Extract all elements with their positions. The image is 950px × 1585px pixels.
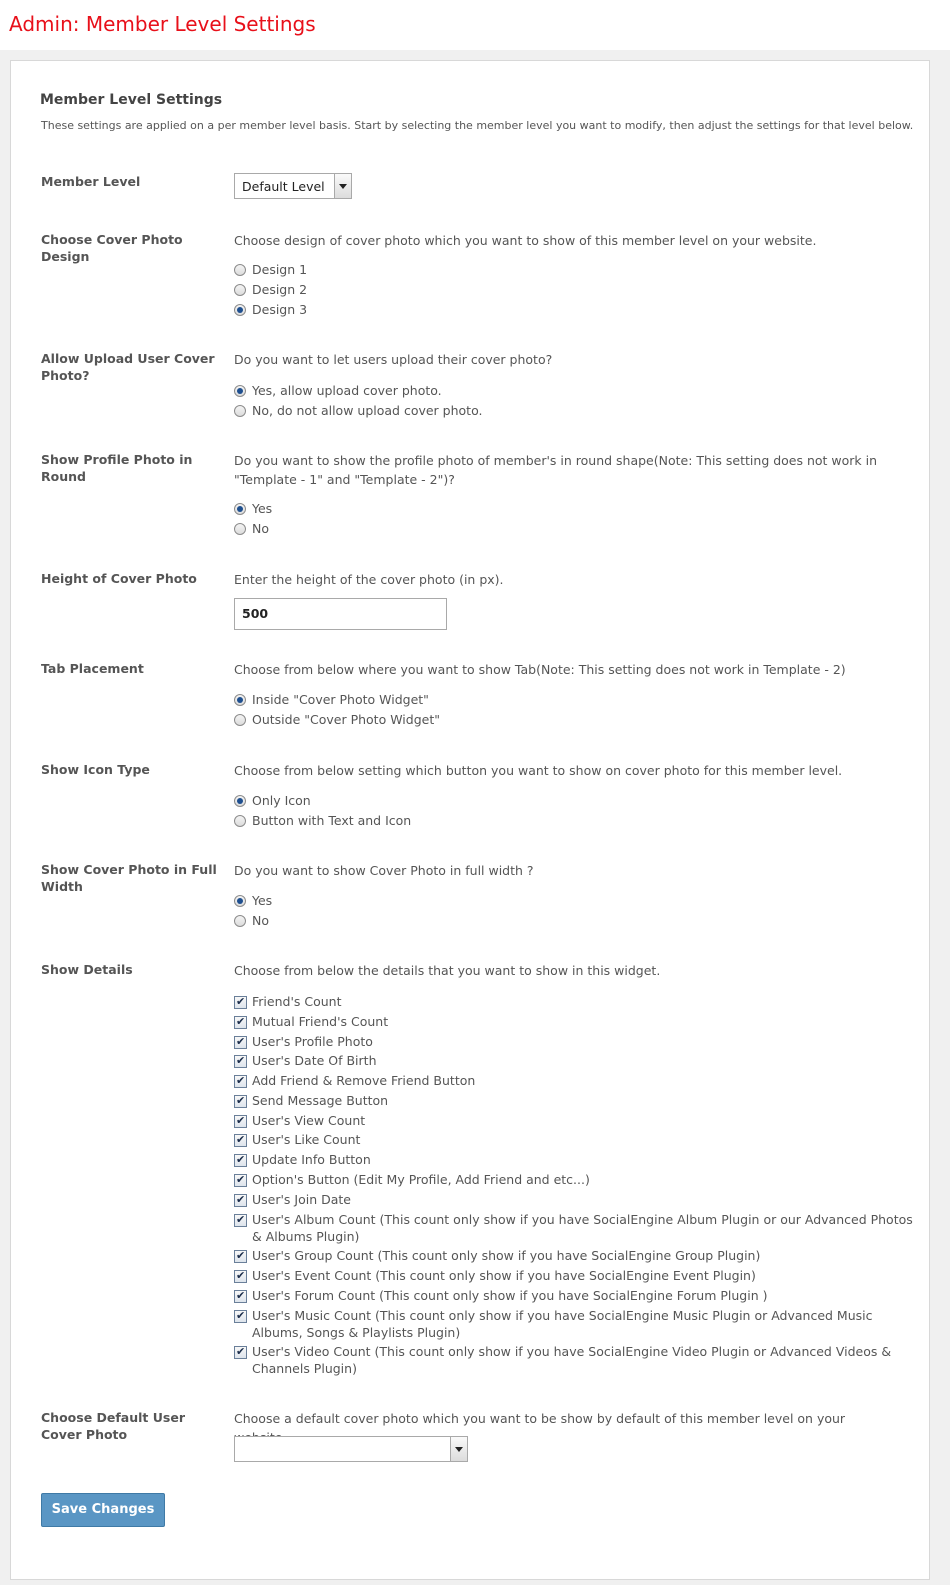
checkbox-checked-icon[interactable] [234,1075,247,1088]
radio-button-icon[interactable] [234,523,246,535]
radio-button-selected-icon[interactable] [234,385,246,397]
checkbox-update-info[interactable]: ✔ Update Info Button [234,1151,914,1168]
radio-button-icon[interactable] [234,284,246,296]
allow-upload-description: Do you want to let users upload their cover photo? [234,352,553,367]
checkbox-checked-icon[interactable] [234,1290,247,1303]
full-width-label: Show Cover Photo in Full Width [41,862,217,894]
checkbox-checked-icon[interactable] [234,1036,247,1049]
checkbox-video-count[interactable]: ✔ User's Video Count (This count only show if you have SocialEngine Video Plugin or Advanced Videos & Channels Plugin) [234,1343,914,1377]
radio-design-2[interactable]: Design 2 [234,281,914,298]
checkbox-like-count[interactable]: ✔ User's Like Count [234,1131,914,1148]
radio-button-selected-icon[interactable] [234,503,246,515]
radio-allow-upload-yes[interactable]: Yes, allow upload cover photo. [234,382,914,399]
form-title: Member Level Settings [40,92,223,108]
radio-button-text-icon[interactable]: Button with Text and Icon [234,812,914,829]
radio-full-width-yes[interactable]: Yes [234,892,914,909]
profile-round-description: Do you want to show the profile photo of member's in round shape(Note: This setting does not work in "Template - 1" and "Template - 2")? [234,453,878,487]
default-cover-label: Choose Default User Cover Photo [41,1410,185,1442]
checkbox-checked-icon[interactable] [234,1174,247,1187]
radio-button-selected-icon[interactable] [234,795,246,807]
cover-design-description: Choose design of cover photo which you want to show of this member level on your website. [234,233,817,248]
checkbox-mutual-friends-count[interactable]: ✔ Mutual Friend's Count [234,1013,914,1030]
allow-upload-label: Allow Upload User Cover Photo? [41,351,215,383]
checkbox-send-message[interactable]: ✔ Send Message Button [234,1092,914,1109]
settings-panel [10,60,930,1580]
radio-button-icon[interactable] [234,915,246,927]
checkbox-checked-icon[interactable] [234,1270,247,1283]
chevron-down-icon [334,174,351,198]
radio-button-selected-icon[interactable] [234,304,246,316]
checkbox-checked-icon[interactable] [234,1154,247,1167]
default-cover-select[interactable] [234,1436,468,1462]
show-details-label: Show Details [41,962,133,977]
checkbox-event-count[interactable]: ✔ User's Event Count (This count only show if you have SocialEngine Event Plugin) [234,1267,914,1284]
member-level-value: Default Level [242,179,325,194]
checkbox-checked-icon[interactable] [234,1250,247,1263]
checkbox-checked-icon[interactable] [234,996,247,1009]
icon-type-label: Show Icon Type [41,762,150,777]
checkbox-checked-icon[interactable] [234,1310,247,1323]
show-details-description: Choose from below the details that you want to show in this widget. [234,963,661,978]
icon-type-description: Choose from below setting which button you want to show on cover photo for this member level. [234,763,843,778]
radio-button-icon[interactable] [234,714,246,726]
checkbox-join-date[interactable]: ✔ User's Join Date [234,1191,914,1208]
radio-full-width-no[interactable]: No [234,912,914,929]
checkbox-options-button[interactable]: ✔ Option's Button (Edit My Profile, Add Friend and etc...) [234,1171,914,1188]
checkbox-profile-photo[interactable]: ✔ User's Profile Photo [234,1033,914,1050]
checkbox-checked-icon[interactable] [234,1214,247,1227]
radio-design-1[interactable]: Design 1 [234,261,914,278]
radio-profile-round-yes[interactable]: Yes [234,500,914,517]
member-level-select[interactable] [234,173,352,199]
save-changes-button[interactable]: Save Changes [41,1493,165,1527]
checkbox-music-count[interactable]: ✔ User's Music Count (This count only show if you have SocialEngine Music Plugin or Advanced Music Albums, Songs & Playlists Plugin) [234,1307,914,1341]
checkbox-view-count[interactable]: ✔ User's View Count [234,1112,914,1129]
checkbox-checked-icon[interactable] [234,1095,247,1108]
form-description: These settings are applied on a per member level basis. Start by selecting the member level you want to modify, then adjust the settings for that level below. [41,119,914,132]
page-title: Admin: Member Level Settings [9,12,316,36]
checkbox-checked-icon[interactable] [234,1346,247,1359]
radio-tab-inside[interactable]: Inside "Cover Photo Widget" [234,691,914,708]
top-bar [0,0,950,50]
cover-height-input[interactable]: 500 [234,598,447,630]
checkbox-date-of-birth[interactable]: ✔ User's Date Of Birth [234,1052,914,1069]
profile-round-label: Show Profile Photo in Round [41,452,193,484]
full-width-description: Do you want to show Cover Photo in full width ? [234,863,534,878]
cover-height-label: Height of Cover Photo [41,571,197,586]
cover-height-description: Enter the height of the cover photo (in px). [234,572,504,587]
radio-button-icon[interactable] [234,264,246,276]
radio-tab-outside[interactable]: Outside "Cover Photo Widget" [234,711,914,728]
radio-button-selected-icon[interactable] [234,895,246,907]
radio-button-icon[interactable] [234,815,246,827]
default-cover-description: Choose a default cover photo which you want to be show by default of this member level on your [234,1411,846,1426]
radio-only-icon[interactable]: Only Icon [234,792,914,809]
member-level-label: Member Level [41,174,141,189]
radio-profile-round-no[interactable]: No [234,520,914,537]
radio-design-3[interactable]: Design 3 [234,301,914,318]
checkbox-checked-icon[interactable] [234,1055,247,1068]
radio-allow-upload-no[interactable]: No, do not allow upload cover photo. [234,402,914,419]
cover-design-label: Choose Cover Photo Design [41,232,183,264]
checkbox-album-count[interactable]: ✔ User's Album Count (This count only show if you have SocialEngine Album Plugin or our Advanced Photos & Albums Plugin) [234,1211,914,1245]
checkbox-group-count[interactable]: ✔ User's Group Count (This count only show if you have SocialEngine Group Plugin) [234,1247,914,1264]
checkbox-checked-icon[interactable] [234,1016,247,1029]
checkbox-checked-icon[interactable] [234,1115,247,1128]
checkbox-checked-icon[interactable] [234,1194,247,1207]
checkbox-checked-icon[interactable] [234,1134,247,1147]
tab-placement-label: Tab Placement [41,661,144,676]
checkbox-forum-count[interactable]: ✔ User's Forum Count (This count only show if you have SocialEngine Forum Plugin ) [234,1287,914,1304]
checkbox-friends-count[interactable]: ✔ Friend's Count [234,993,914,1010]
radio-button-selected-icon[interactable] [234,694,246,706]
tab-placement-description: Choose from below where you want to show Tab(Note: This setting does not work in Template - 2) [234,662,846,677]
chevron-down-icon [450,1437,467,1461]
radio-button-icon[interactable] [234,405,246,417]
checkbox-add-remove-friend[interactable]: ✔ Add Friend & Remove Friend Button [234,1072,914,1089]
